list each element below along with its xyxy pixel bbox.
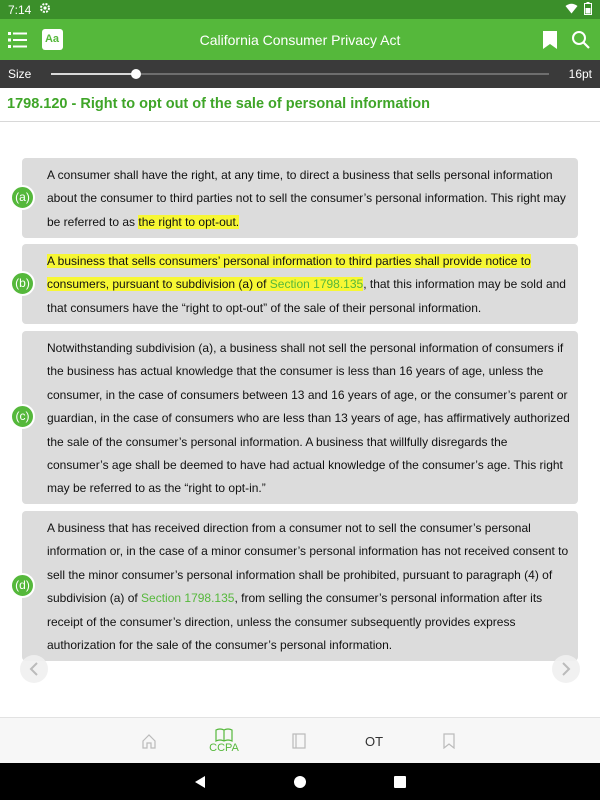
section-1798-135-link[interactable]: Section 1798.135: [269, 277, 364, 292]
toc-list-icon[interactable]: [3, 25, 33, 55]
previous-section-button[interactable]: [20, 655, 48, 683]
chevron-right-icon: [561, 662, 571, 676]
book-icon: [215, 728, 233, 742]
paragraph-d: [15, 511, 578, 661]
system-nav-bar: [0, 763, 600, 800]
chevron-left-icon: [29, 662, 39, 676]
paragraph-marker-b[interactable]: (b): [10, 271, 35, 296]
size-control-bar: [0, 60, 600, 88]
settings-gear-icon: [39, 2, 51, 17]
app-title: California Consumer Privacy Act: [199, 31, 401, 48]
paragraph-d-text-end: , from selling the consumer’s personal information after its receipt of the consumer’s direction, unless the consumer subsequently provides express authorization for the sale of the consumer’s personal information.: [47, 591, 543, 653]
document-icon: [292, 733, 306, 749]
home-circle-icon: [293, 775, 307, 789]
paragraph-a-highlight: the right to opt-out.: [138, 214, 240, 229]
title-divider: [0, 121, 600, 122]
recents-square-icon: [394, 776, 406, 788]
paragraph-b-highlight: A business that sells consumers’ personal information to third parties shall provide notice to consumers, pursuant to subdivision (a) of: [47, 254, 531, 292]
paragraph-d-text: A business that has received direction from a consumer not to sell the consumer’s personal information or, in the case of a minor consumer’s personal information has not received consent to sell the minor consumer’s personal information shall be prohibited, pursuant to paragraph (4) of subdivision (a) of: [47, 521, 569, 606]
paragraph-c: [15, 331, 578, 504]
search-icon[interactable]: [566, 25, 596, 55]
paragraph-marker-c[interactable]: (c): [10, 404, 35, 429]
section-1798-135-link[interactable]: Section 1798.135: [141, 591, 235, 606]
tab-bookmarks[interactable]: [419, 718, 479, 764]
back-triangle-icon: [194, 775, 206, 789]
bookmark-outline-icon: [443, 733, 455, 749]
tab-ccpa[interactable]: [194, 718, 254, 764]
size-label: Size: [8, 67, 32, 81]
app-bar: [0, 19, 600, 60]
tab-ccpa-label: CCPA: [209, 742, 239, 754]
bookmark-icon[interactable]: [535, 25, 565, 55]
section-title: 1798.120 - Right to opt out of the sale of personal information: [7, 96, 430, 112]
paragraph-marker-a[interactable]: (a): [10, 185, 35, 210]
system-recents-button[interactable]: [380, 763, 420, 800]
size-value: 16pt: [568, 67, 592, 81]
paragraph-c-text: Notwithstanding subdivision (a), a business shall not sell the personal information of consumers if the business has actual knowledge that the consumer is less than 16 years of age, unless the consumer, in the case of consumers between 13 and 16 years of age, or the consumer’s parent or guardian, in the case of consumers who are less than 13 years of age, has affirmatively authorized the sale of the consumer’s personal information. A business that willfully disregards the consumer’s age shall be deemed to have had actual knowledge of the consumer’s age. This right may be referred to as the “right to opt-in.”: [47, 341, 570, 496]
paragraph-b-text: , that this information may be sold and that consumers have the “right to opt-out” of the sale of their personal information.: [47, 277, 566, 315]
tab-document[interactable]: [269, 718, 329, 764]
battery-icon: [584, 2, 592, 18]
paragraph-a-text: A consumer shall have the right, at any time, to direct a business that sells personal information about the consumer to third parties not to sell the consumer’s personal information. This right may be referred to as: [47, 168, 566, 229]
paragraph-b: [15, 244, 578, 324]
paragraph-marker-d[interactable]: (d): [10, 573, 35, 598]
font-size-slider[interactable]: [51, 64, 548, 84]
system-back-button[interactable]: [180, 763, 220, 800]
slider-fill: [51, 73, 136, 75]
tab-ot-label: OT: [364, 733, 384, 749]
slider-thumb[interactable]: [131, 69, 141, 79]
font-size-icon: Aa: [42, 29, 63, 50]
wifi-icon: [565, 3, 578, 17]
home-icon: [141, 733, 157, 749]
tab-ot[interactable]: [344, 718, 404, 764]
status-time: 7:14: [8, 2, 32, 17]
status-bar: [0, 0, 600, 19]
paragraph-a: [15, 158, 578, 238]
next-section-button[interactable]: [552, 655, 580, 683]
font-size-button[interactable]: [37, 25, 67, 55]
tab-home[interactable]: [119, 718, 179, 764]
bottom-tab-bar: [0, 717, 600, 763]
system-home-button[interactable]: [280, 763, 320, 800]
